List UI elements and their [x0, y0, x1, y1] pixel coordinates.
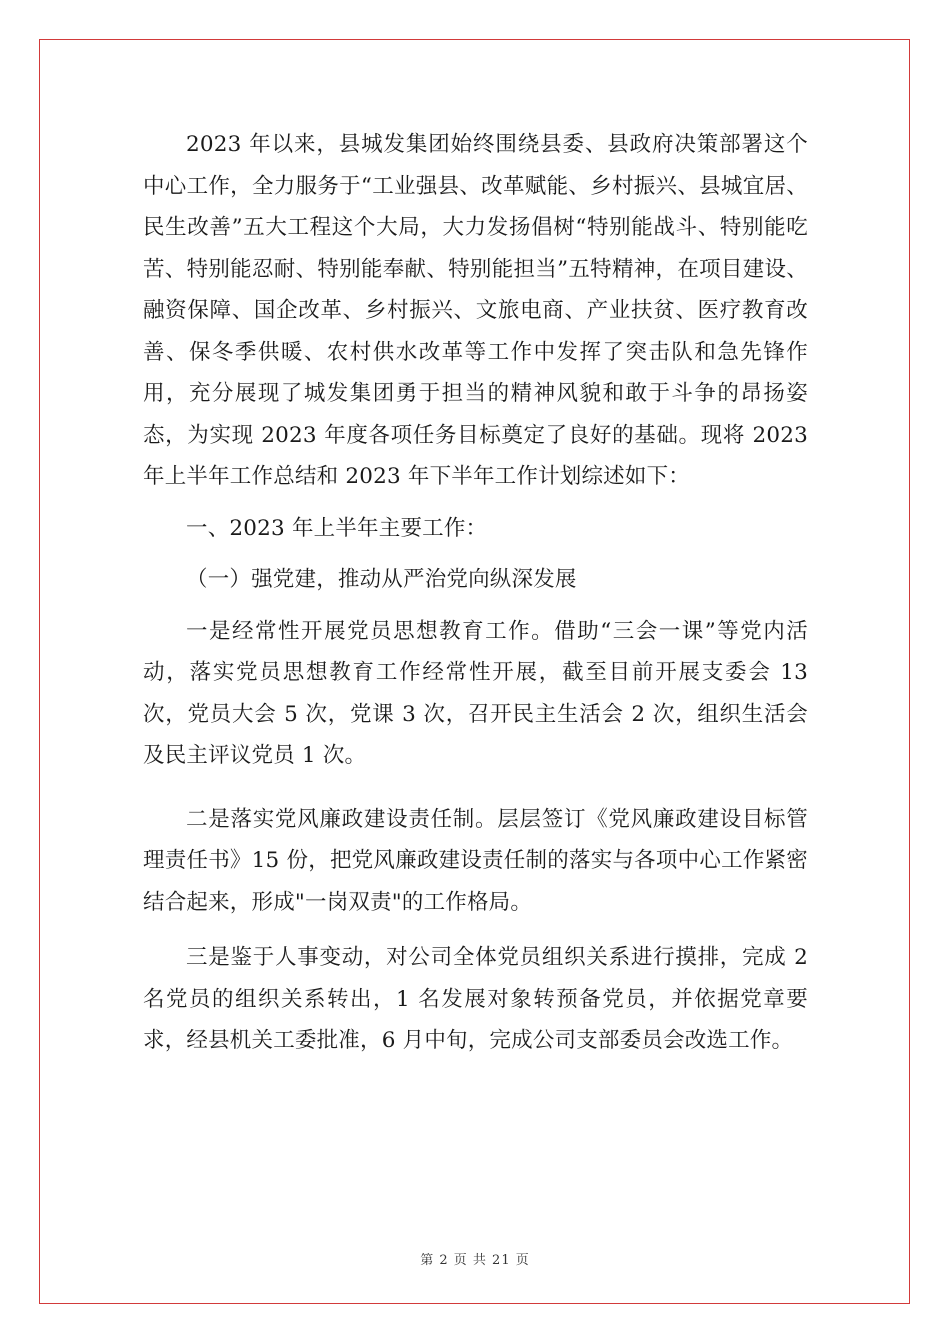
intro-paragraph: 2023 年以来，县城发集团始终围绕县委、县政府决策部署这个中心工作，全力服务于“工业强县、改革赋能、乡村振兴、县城宜居、民生改善”五大工程这个大局，大力发扬倡树“特别能战斗、特别能吃苦、特别能忍耐、特别能奉献、特别能担当”五特精神，在项目建设、融资保障、国企改革、乡村振兴、文旅电商、产业扶贫、医疗教育改善、保冬季供暖、农村供水改革等工作中发挥了突击队和急先锋作用，充分展现了城发集团勇于担当的精神风貌和敢于斗争的昂扬姿态，为实现 2023 年度各项任务目标奠定了良好的基础。现将 2023 年上半年工作总结和 2023 年下半年工作计划综述如下：	[143, 132, 808, 489]
page-number-footer: 第 2 页 共 21 页	[420, 1253, 530, 1268]
body-paragraph: 一是经常性开展党员思想教育工作。借助“三会一课”等党内活动，落实党员思想教育工作经常性开展，截至目前开展支委会 13 次，党员大会 5 次，党课 3 次，召开民主生活会 2 次，组织生活会及民主评议党员 1 次。	[143, 618, 808, 768]
document-body	[143, 124, 808, 1062]
section-heading: 一、2023 年上半年主要工作：	[186, 515, 488, 541]
body-paragraph: 二是落实党风廉政建设责任制。层层签订《党风廉政建设目标管理责任书》15 份，把党风廉政建设责任制的落实与各项中心工作紧密结合起来，形成"一岗双责"的工作格局。	[143, 806, 808, 915]
subsection-heading: （一）强党建，推动从严治党向纵深发展	[186, 567, 577, 592]
body-paragraph: 三是鉴于人事变动，对公司全体党员组织关系进行摸排，完成 2 名党员的组织关系转出，1 名发展对象转预备党员，并依据党章要求，经县机关工委批准，6 月中旬，完成公司支部委员会改选工作。	[143, 945, 808, 1053]
